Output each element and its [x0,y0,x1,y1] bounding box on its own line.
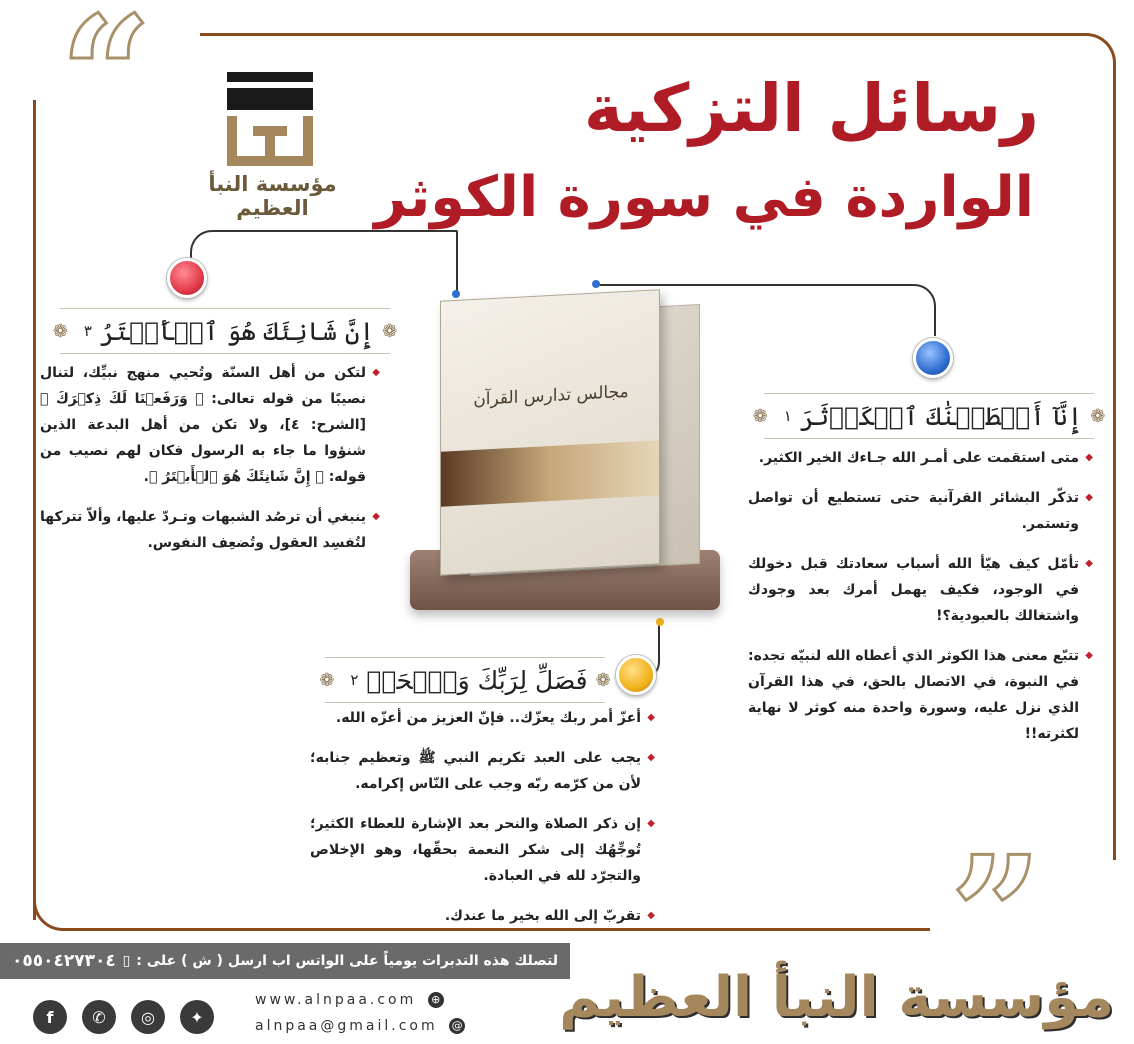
website-link[interactable]: www.alnpaa.com ⊕ [255,992,444,1008]
frame-top-line [200,33,1088,36]
verse-text: إِنَّ شَانِئَكَ هُوَ ٱلۡأَبۡتَرُ [99,316,375,346]
ornament-icon: ❁ [319,669,335,691]
brand-wordmark: مؤسسة النبأ العظيم [559,965,1114,1030]
book-title: مجالس تدارس القرآن [473,381,629,411]
organization-logo [205,70,335,180]
at-icon: @ [449,1018,465,1034]
logo-caption: مؤسسة النبأ العظيم [208,172,337,220]
twitter-icon[interactable]: ✦ [180,1000,214,1034]
abtar-points [40,360,380,570]
whatsapp-icon[interactable]: ✆ [82,1000,116,1034]
frame-right-line [1113,70,1116,860]
ornament-icon: ❁ [382,320,398,342]
phone-number[interactable]: ٠٥٥٠٤٢٧٣٠٤ [12,951,116,971]
ornament-icon: ❁ [52,320,68,342]
connector-dot-yellow [656,618,664,626]
list-item: ◆ أعزّ أمر ربك يعزّك.. فإنّ العزيز من أعزّه الله. [310,705,655,731]
verse-number: ٢ [350,671,359,689]
list-item: ◆ تأمّل كيف هيّأ الله أسباب سعادتك قبل دخولك في الوجود، فكيف يهمل أمرك بعد وجودك واشتغالك بالعبودية؟! [748,551,1093,629]
book-illustration [400,295,730,615]
list-item: ◆ ينبغي أن ترصُد الشبهات وتـردّ عليها، وألاّ تتركها لتُفسِد العقول وتُضعِف النفوس. [40,504,380,556]
book-stripe [441,440,659,506]
ornament-icon: ❁ [1090,405,1106,427]
connector-red [190,230,458,295]
subscribe-bar [0,943,570,979]
verse-text: فَصَلِّ لِرَبِّكَ وَٱنۡحَرۡ [366,665,588,695]
list-item: ◆ إن ذكر الصلاة والنحر بعد الإشارة للعطاء الكثير؛ تُوجِّهُك إلى شكر النعمة بحقّها، وهو الإخلاص والتجرّد لله في العبادة. [310,811,655,889]
verse-banner-nahr [319,657,611,703]
opening-quote-icon: “ [60,0,153,169]
verse-banner-kawthar [752,393,1106,439]
instagram-icon[interactable]: ◎ [131,1000,165,1034]
verse-number: ١ [783,407,792,425]
list-item: ◆ متى استقمت على أمـر الله جـاءك الخير الكثير. [748,445,1093,471]
list-item: ◆ لتكن من أهل السنّة وتُحيي منهج نبيِّك، لتنال نصيبًا من قوله تعالى: ﴿ وَرَفَعۡنَا لَكَ ذِكۡرَكَ ﴾ [الشرح: ٤]، ولا تكن من أهل البدعة الذين شنؤوا ما جاء به الرسول فكان لهم نصيب من قوله: ﴿ إِنَّ شَانِئَكَ هُوَ ٱلۡأَبۡتَرُ ﴾. [40,360,380,490]
list-item: ◆ تذكّر البشائر القرآنية حتى تستطيع أن تواصل وتستمر. [748,485,1093,537]
frame-top-right-corner [1078,33,1116,71]
globe-icon: ⊕ [428,992,444,1008]
facebook-icon[interactable]: f [33,1000,67,1034]
list-item: ◆ تتبّع معنى هذا الكوثر الذي أعطاه الله لنبيّه تجده: في النبوة، في الاتصال بالحق، في هذا القرآن الذي نزل عليه، وسورة واحدة منه كوثر لا نهاية لكثرته!! [748,643,1093,747]
ornament-icon: ❁ [595,669,611,691]
nahr-points [310,705,655,943]
frame-left-line [33,100,36,920]
subscribe-text: لتصلك هذه التدبرات يومياً على الواتس اب ارسل ( ش ) على : [136,953,558,969]
verse-text: إِنَّآ أَعۡطَيۡنَٰكَ ٱلۡكَوۡثَرَ [799,401,1083,431]
list-item: ◆ تقربّ إلى الله بخير ما عندك. [310,903,655,929]
red-circle-icon [167,258,207,298]
closing-quote-icon: ” [950,821,1043,1009]
ornament-icon: ❁ [752,405,768,427]
email-link[interactable]: alnpaa@gmail.com @ [255,1018,465,1034]
page-title: رسائل التزكية [583,70,1039,147]
frame-bottom-left-corner [33,893,71,931]
page-subtitle: الواردة في سورة الكوثر [374,165,1034,230]
kawthar-points [748,445,1093,761]
connector-dot-blue [592,280,600,288]
verse-number: ٣ [83,322,92,340]
book-front-cover [440,289,660,576]
blue-circle-icon [913,338,953,378]
list-item: ◆ يجب على العبد تكريم النبي ﷺ وتعظيم جنابه؛ لأن من كرّمه ربّه وجب على النّاس إكرامه. [310,745,655,797]
verse-banner-abtar [52,308,398,354]
phone-icon: ▯ [122,953,131,969]
yellow-circle-icon [616,655,656,695]
